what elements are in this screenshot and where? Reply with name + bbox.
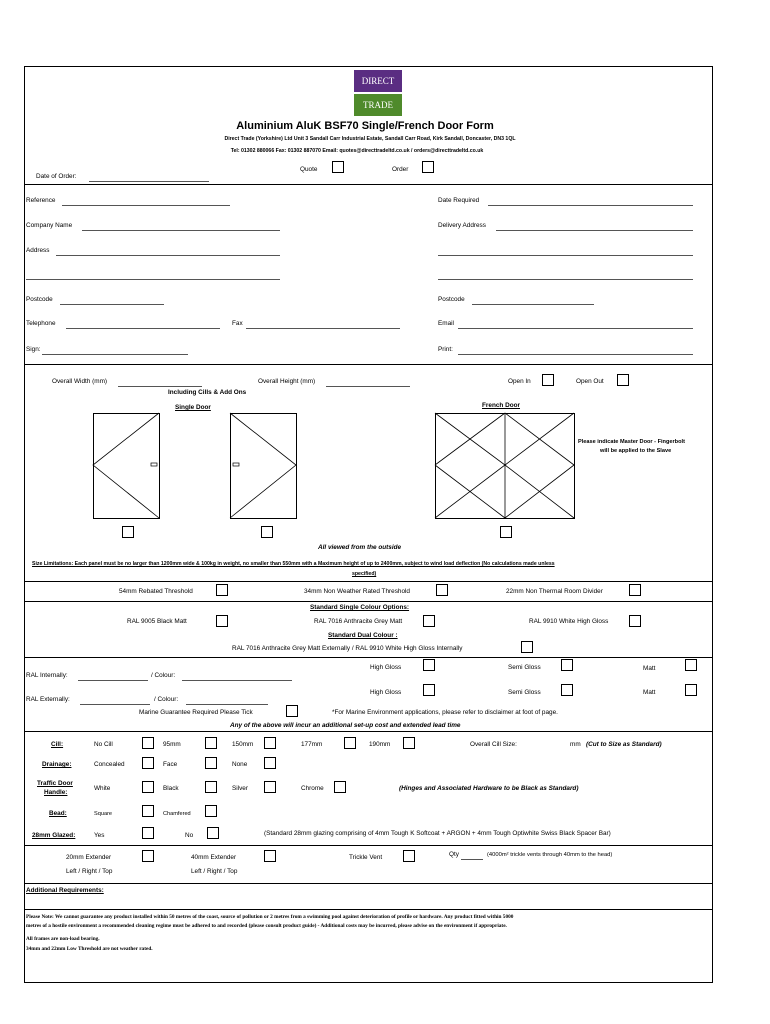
open-out-label: Open Out — [576, 378, 604, 385]
marine-guarantee-label: Marine Guarantee Required Please Tick — [139, 709, 253, 716]
threshold-54mm-checkbox[interactable] — [216, 584, 228, 596]
extender-40mm-label: 40mm Extender — [191, 854, 237, 861]
open-out-checkbox[interactable] — [617, 374, 629, 386]
french-door-diagram — [435, 413, 575, 519]
company-name-field[interactable] — [82, 230, 280, 231]
high-gloss-internal-checkbox[interactable] — [423, 659, 435, 671]
overall-width-field[interactable] — [118, 386, 202, 387]
viewed-from-outside-note: All viewed from the outside — [318, 544, 402, 551]
ral9005-checkbox[interactable] — [216, 615, 228, 627]
date-required-label: Date Required — [438, 197, 480, 204]
disclaimer-line-3: All frames are non-load bearing. — [26, 936, 100, 942]
glazed-label: 28mm Glazed: — [32, 832, 76, 839]
concealed-label: Concealed — [94, 761, 125, 768]
delivery-address-label: Delivery Address — [438, 222, 486, 229]
divider — [24, 731, 713, 732]
contact-details: Tel: 01302 880066 Fax: 01302 887070 Email: quotes@directtradeltd.co.uk / orders@directtradeltd.co.uk — [230, 148, 484, 154]
postcode-field[interactable] — [60, 304, 164, 305]
bead-chamfered-label: Chamfered — [163, 811, 191, 817]
divider — [24, 845, 713, 846]
marine-note: *For Marine Environment applications, please refer to disclaimer at foot of page. — [332, 709, 558, 716]
qty-field[interactable] — [461, 859, 483, 860]
colour-externally-label: / Colour: — [154, 696, 179, 703]
address-field-1[interactable] — [56, 255, 280, 256]
telephone-field[interactable] — [66, 328, 220, 329]
drainage-label: Drainage: — [42, 761, 72, 768]
telephone-label: Telephone — [26, 320, 56, 327]
glazing-note: (Standard 28mm glazing comprising of 4mm Tough K Softcoat + ARGON + 4mm Tough Optiwhite Swiss Black Spacer Bar) — [264, 830, 611, 837]
handle-chrome-checkbox[interactable] — [334, 781, 346, 793]
handle-silver-checkbox[interactable] — [264, 781, 276, 793]
matt-external-label: Matt — [643, 689, 656, 696]
ral9910-checkbox[interactable] — [629, 615, 641, 627]
glazed-yes-label: Yes — [94, 832, 105, 839]
handle-black-label: Black — [163, 785, 179, 792]
open-in-checkbox[interactable] — [542, 374, 554, 386]
single-door-label: Single Door — [175, 404, 211, 411]
order-label: Order — [392, 166, 409, 173]
logo-top: DIRECT — [354, 70, 402, 92]
concealed-checkbox[interactable] — [142, 757, 154, 769]
glazed-no-label: No — [185, 832, 194, 839]
reference-label: Reference — [26, 197, 56, 204]
handle-black-checkbox[interactable] — [205, 781, 217, 793]
threshold-34mm-checkbox[interactable] — [436, 584, 448, 596]
high-gloss-external-label: High Gloss — [370, 689, 402, 696]
handle-silver-label: Silver — [232, 785, 248, 792]
none-label: None — [232, 761, 248, 768]
french-door-checkbox[interactable] — [500, 526, 512, 538]
colour-externally-field[interactable] — [186, 704, 268, 705]
cut-to-size-note: (Cut to Size as Standard) — [586, 741, 662, 748]
colour-internally-label: / Colour: — [151, 672, 176, 679]
colour-internally-field[interactable] — [182, 680, 292, 681]
high-gloss-internal-label: High Gloss — [370, 664, 402, 671]
high-gloss-external-checkbox[interactable] — [423, 684, 435, 696]
door-opening-lines — [230, 413, 297, 519]
cill-95mm-checkbox[interactable] — [205, 737, 217, 749]
size-limitations-note-2: specified) — [352, 571, 377, 577]
ral-internally-label: RAL Internally: — [26, 672, 68, 679]
threshold-22mm-label: 22mm Non Thermal Room Divider — [506, 588, 603, 595]
fax-label: Fax — [232, 320, 243, 327]
order-checkbox[interactable] — [422, 161, 434, 173]
handle-white-checkbox[interactable] — [142, 781, 154, 793]
ral-externally-label: RAL Externally: — [26, 696, 70, 703]
none-checkbox[interactable] — [264, 757, 276, 769]
date-required-field[interactable] — [488, 205, 693, 206]
handle-white-label: White — [94, 785, 111, 792]
postcode-label: Postcode — [26, 296, 53, 303]
bead-chamfered-checkbox[interactable] — [205, 805, 217, 817]
quote-label: Quote — [300, 166, 318, 173]
date-of-order-label: Date of Order: — [36, 173, 77, 180]
bead-square-label: Square — [94, 811, 113, 817]
ral9910-label: RAL 9910 White High Gloss — [529, 618, 609, 625]
single-door-right-checkbox[interactable] — [261, 526, 273, 538]
traffic-door-handle-label: Traffic Door — [37, 780, 73, 787]
company-address: Direct Trade (Yorkshire) Ltd Unit 3 Sandall Carr Industrial Estate, Sandall Carr Road, Kirk Sandall, Doncaster, DN3 1QL — [224, 136, 516, 142]
no-cill-checkbox[interactable] — [142, 737, 154, 749]
threshold-34mm-label: 34mm Non Weather Rated Threshold — [304, 588, 410, 595]
size-limitations-note: Size Limitations: Each panel must be no larger than 1200mm wide & 100kg in weight, no smaller than 550mm with a Maximum height of up to 2400mm, subject to wind load deflection (No calculations made unless — [32, 561, 555, 567]
trickle-vent-label: Trickle Vent — [349, 854, 383, 861]
single-door-right-hinge-diagram — [230, 413, 297, 519]
cill-190mm-checkbox[interactable] — [403, 737, 415, 749]
company-name-label: Company Name — [26, 222, 73, 229]
sign-label: Sign: — [26, 346, 41, 353]
standard-dual-colour-heading: Standard Dual Colour : — [328, 632, 398, 639]
dual-colour-option-label: RAL 7016 Anthracite Grey Matt Externally / RAL 9910 White High Gloss Internally — [232, 645, 463, 652]
extender-20mm-label: 20mm Extender — [66, 854, 112, 861]
master-door-note: Please indicate Master Door - Fingerbolt — [578, 439, 685, 445]
semi-gloss-internal-label: Semi Gloss — [508, 664, 541, 671]
overall-cill-mm-label: mm — [570, 741, 581, 748]
overall-height-label: Overall Height (mm) — [258, 378, 316, 385]
cill-177mm-checkbox[interactable] — [344, 737, 356, 749]
fax-field[interactable] — [246, 328, 400, 329]
dual-colour-checkbox[interactable] — [521, 641, 533, 653]
matt-external-checkbox[interactable] — [685, 684, 697, 696]
address-label: Address — [26, 247, 50, 254]
french-door-label: French Door — [482, 402, 520, 409]
semi-gloss-internal-checkbox[interactable] — [561, 659, 573, 671]
divider — [24, 581, 713, 582]
overall-height-field[interactable] — [326, 386, 410, 387]
master-door-note-2: will be applied to the Slave — [600, 448, 672, 454]
extender-40mm-sides: Left / Right / Top — [191, 868, 238, 875]
date-of-order-field[interactable] — [89, 181, 209, 182]
glazed-yes-checkbox[interactable] — [142, 827, 154, 839]
email-label: Email — [438, 320, 454, 327]
semi-gloss-external-checkbox[interactable] — [561, 684, 573, 696]
delivery-postcode-label: Postcode — [438, 296, 465, 303]
matt-internal-label: Matt — [643, 665, 656, 672]
delivery-postcode-field[interactable] — [472, 304, 594, 305]
delivery-address-field-2[interactable] — [438, 255, 693, 256]
extender-20mm-checkbox[interactable] — [142, 850, 154, 862]
single-door-left-hinge-diagram — [93, 413, 160, 519]
disclaimer-line-4: 34mm and 22mm Low Threshold are not weather rated. — [26, 946, 153, 952]
cill-label: Cill: — [51, 741, 64, 748]
threshold-54mm-label: 54mm Rebated Threshold — [119, 588, 193, 595]
divider — [24, 657, 713, 658]
delivery-address-field-3[interactable] — [438, 279, 693, 280]
disclaimer-line-1: Please Note: We cannot guarantee any product installed within 50 metres of the coast, source of pollution or 2 metres from a swimming pool against deterioration of profile or hardware. Any product fitted within 5000 — [26, 914, 514, 920]
qty-label: Qty — [449, 851, 459, 858]
cill-150mm-label: 150mm — [232, 741, 254, 748]
divider — [24, 909, 713, 910]
ral-internally-field[interactable] — [78, 680, 148, 681]
setup-cost-note: Any of the above will incur an additional set-up cost and extended lead time — [230, 722, 461, 729]
email-field[interactable] — [458, 328, 693, 329]
divider — [24, 601, 713, 602]
ral-externally-field[interactable] — [80, 704, 150, 705]
cill-190mm-label: 190mm — [369, 741, 391, 748]
divider — [24, 184, 713, 185]
including-cills-note: Including Cills & Add Ons — [168, 389, 247, 396]
open-in-label: Open In — [508, 378, 531, 385]
ral7016-checkbox[interactable] — [423, 615, 435, 627]
quote-checkbox[interactable] — [332, 161, 344, 173]
print-field[interactable] — [458, 354, 693, 355]
sign-field[interactable] — [42, 354, 188, 355]
extender-20mm-sides: Left / Right / Top — [66, 868, 113, 875]
overall-cill-size-label: Overall Cill Size: — [470, 741, 517, 748]
divider — [24, 883, 713, 884]
cill-95mm-label: 95mm — [163, 741, 181, 748]
divider — [24, 364, 713, 365]
standard-single-colour-heading: Standard Single Colour Options: — [310, 604, 410, 611]
matt-internal-checkbox[interactable] — [685, 659, 697, 671]
handle-chrome-label: Chrome — [301, 785, 324, 792]
french-door-opening-lines — [435, 413, 575, 519]
door-opening-lines — [93, 413, 160, 519]
print-label: Print: — [438, 346, 453, 353]
bead-square-checkbox[interactable] — [142, 805, 154, 817]
single-door-left-checkbox[interactable] — [122, 526, 134, 538]
logo-bottom: TRADE — [354, 94, 402, 116]
trickle-vent-checkbox[interactable] — [403, 850, 415, 862]
semi-gloss-external-label: Semi Gloss — [508, 689, 541, 696]
marine-guarantee-checkbox[interactable] — [286, 705, 298, 717]
disclaimer-line-2: metres of a hostile environment a recommended cleaning regime must be adhered to and recorded (please consult product guide) - Additional costs may be incurred, please advise on the environment if appropriate. — [26, 923, 507, 929]
hinges-note: (Hinges and Associated Hardware to be Black as Standard) — [399, 785, 579, 792]
reference-field[interactable] — [62, 205, 230, 206]
address-field-2[interactable] — [26, 279, 280, 280]
face-checkbox[interactable] — [205, 757, 217, 769]
cill-177mm-label: 177mm — [301, 741, 323, 748]
face-label: Face — [163, 761, 178, 768]
extender-40mm-checkbox[interactable] — [264, 850, 276, 862]
traffic-door-handle-label-2: Handle: — [44, 789, 68, 796]
ral9005-label: RAL 9005 Black Matt — [127, 618, 187, 625]
overall-width-label: Overall Width (mm) — [52, 378, 108, 385]
threshold-22mm-checkbox[interactable] — [629, 584, 641, 596]
form-title: Aluminium AluK BSF70 Single/French Door Form — [236, 120, 494, 132]
delivery-address-field[interactable] — [496, 230, 693, 231]
trickle-vent-note: (4000m² trickle vents through 40mm to the head) — [487, 852, 613, 858]
direct-trade-logo — [354, 70, 402, 116]
ral7016-label: RAL 7016 Anthracite Grey Matt — [314, 618, 403, 625]
glazed-no-checkbox[interactable] — [207, 827, 219, 839]
no-cill-label: No Cill — [94, 741, 113, 748]
additional-requirements-heading: Additional Requirements: — [26, 887, 104, 894]
bead-label: Bead: — [49, 810, 67, 817]
cill-150mm-checkbox[interactable] — [264, 737, 276, 749]
